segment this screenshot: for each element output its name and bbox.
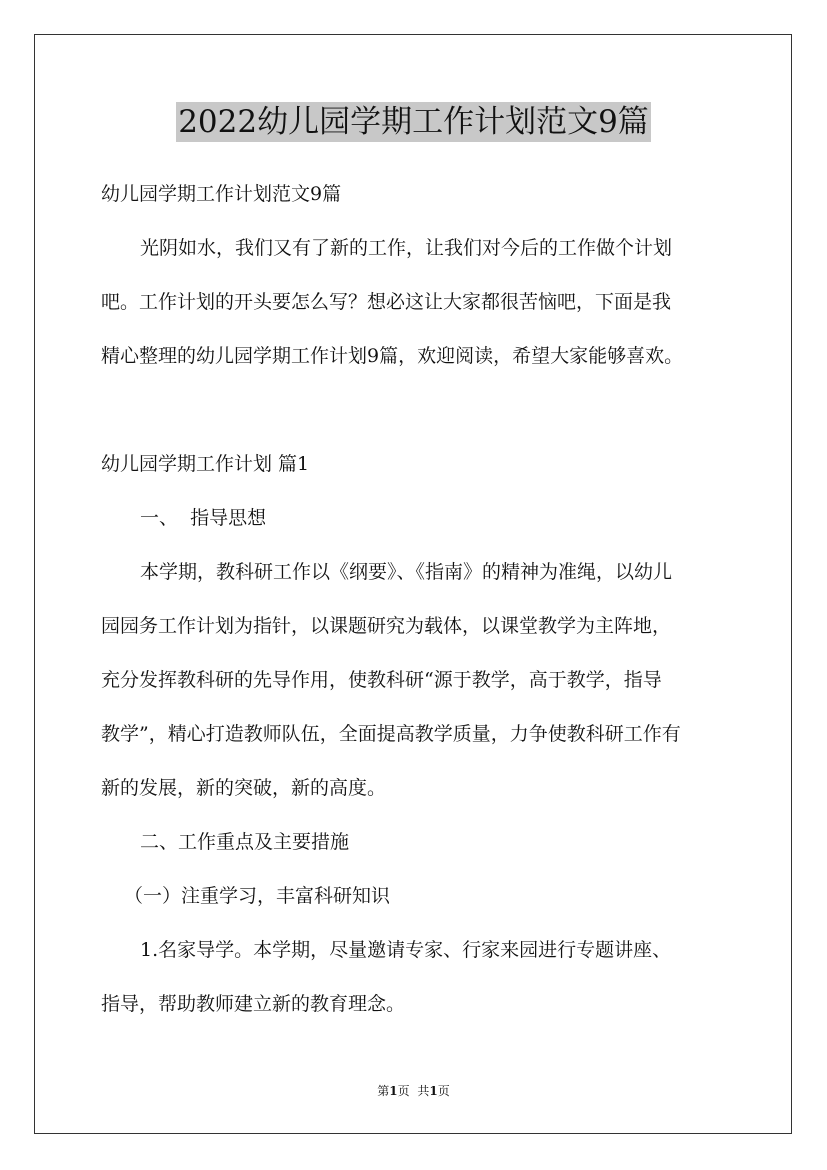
part2-item1-line-2: 指导，帮助教师建立新的教育理念。 [101,993,406,1015]
part2-sub-heading: （一）注重学习，丰富科研知识 [124,885,391,907]
part1-line-2: 园园务工作计划为指针，以课题研究为载体，以课堂教学为主阵地， [101,615,672,637]
document-subtitle: 幼儿园学期工作计划范文9篇 [101,183,342,205]
intro-line-3: 精心整理的幼儿园学期工作计划9篇，欢迎阅读，希望大家能够喜欢。 [101,345,684,367]
part1-heading: 一、 指导思想 [140,507,267,529]
title-wrap [0,102,827,142]
footer-total-pages: 1 [429,1084,438,1098]
footer-page-suffix: 页 [397,1084,410,1098]
footer-total-suffix: 页 [437,1084,450,1098]
footer-page-prefix: 第 [377,1084,390,1098]
part2-heading: 二、工作重点及主要措施 [140,831,350,853]
footer-page-number: 1 [389,1084,398,1098]
document-title: 2022幼儿园学期工作计划范文9篇 [178,104,649,140]
page-footer [0,1083,827,1099]
part2-item1-line-1: 1.名家导学。本学期，尽量邀请专家、行家来园进行专题讲座、 [140,939,672,961]
part1-line-1: 本学期，教科研工作以《纲要》、《指南》的精神为准绳，以幼儿 [140,561,673,583]
part1-line-3: 充分发挥教科研的先导作用，使教科研“源于教学，高于教学，指导 [101,669,662,691]
intro-line-1: 光阴如水，我们又有了新的工作，让我们对今后的工作做个计划 [140,237,673,259]
intro-line-2: 吧。工作计划的开头要怎么写？想必这让大家都很苦恼吧，下面是我 [101,291,672,313]
part1-line-5: 新的发展，新的突破，新的高度。 [101,777,387,799]
part1-line-4: 教学”，精心打造教师队伍，全面提高教学质量，力争使教科研工作有 [101,723,681,745]
footer-total-prefix: 共 [417,1084,430,1098]
section-heading: 幼儿园学期工作计划 篇1 [101,453,310,475]
